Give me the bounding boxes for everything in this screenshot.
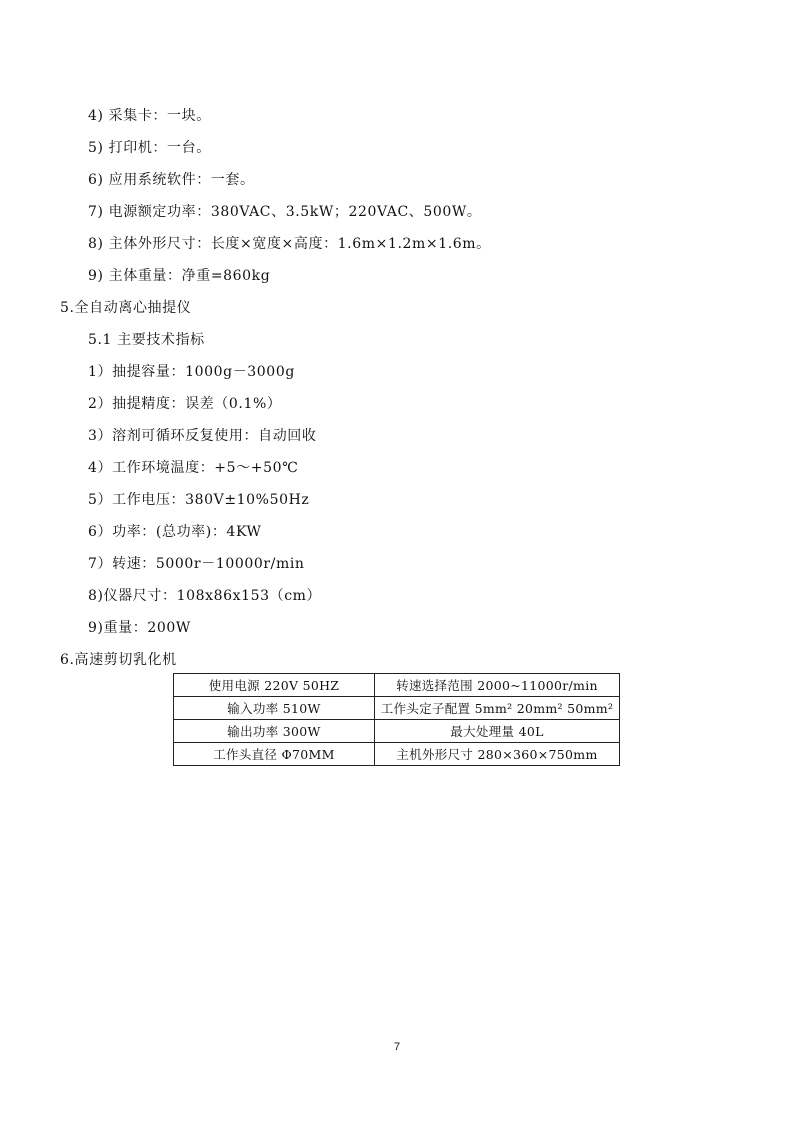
- table-cell: 使用电源 220V 50HZ: [174, 674, 375, 697]
- table-cell: 最大处理量 40L: [375, 720, 620, 743]
- subsection-heading: 5.1 主要技术指标: [88, 332, 205, 348]
- list-item: 7) 电源额定功率：380VAC、3.5kW；220VAC、500W。: [88, 204, 482, 220]
- spec-item: 8)仪器尺寸：108x86x153（cm）: [88, 588, 322, 604]
- spec-item: 5）工作电压：380V±10%50Hz: [88, 492, 310, 508]
- table-cell: 工作头定子配置 5mm² 20mm² 50mm²: [375, 697, 620, 720]
- table-cell: 输入功率 510W: [174, 697, 375, 720]
- table-cell: 输出功率 300W: [174, 720, 375, 743]
- list-item: 8) 主体外形尺寸：长度×宽度×高度：1.6m×1.2m×1.6m。: [88, 236, 491, 252]
- spec-item: 3）溶剂可循环反复使用：自动回收: [88, 428, 317, 444]
- table-cell: 转速选择范围 2000~11000r/min: [375, 674, 620, 697]
- spec-item: 7）转速：5000r－10000r/min: [88, 556, 305, 572]
- page-number: 7: [393, 1041, 401, 1053]
- spec-item: 2）抽提精度：误差（0.1%）: [88, 396, 282, 412]
- table-row: [174, 743, 620, 766]
- spec-item: 9)重量：200W: [88, 620, 191, 636]
- table-row: [174, 697, 620, 720]
- list-item: 6) 应用系统软件：一套。: [88, 172, 255, 188]
- table-row: [174, 720, 620, 743]
- spec-item: 1）抽提容量：1000g－3000g: [88, 364, 295, 380]
- spec-item: 6）功率：(总功率)：4KW: [88, 524, 262, 540]
- spec-item: 4）工作环境温度：+5～+50℃: [88, 460, 299, 476]
- list-item: 4) 采集卡：一块。: [88, 108, 211, 124]
- list-item: 9) 主体重量：净重=860kg: [88, 268, 271, 284]
- list-item: 5) 打印机：一台。: [88, 140, 211, 156]
- section-heading: 5.全自动离心抽提仪: [60, 300, 192, 316]
- spec-table: [173, 673, 620, 766]
- table-cell: 主机外形尺寸 280×360×750mm: [375, 743, 620, 766]
- table-row: [174, 674, 620, 697]
- section-heading: 6.高速剪切乳化机: [60, 652, 177, 668]
- table-cell: 工作头直径 Φ70MM: [174, 743, 375, 766]
